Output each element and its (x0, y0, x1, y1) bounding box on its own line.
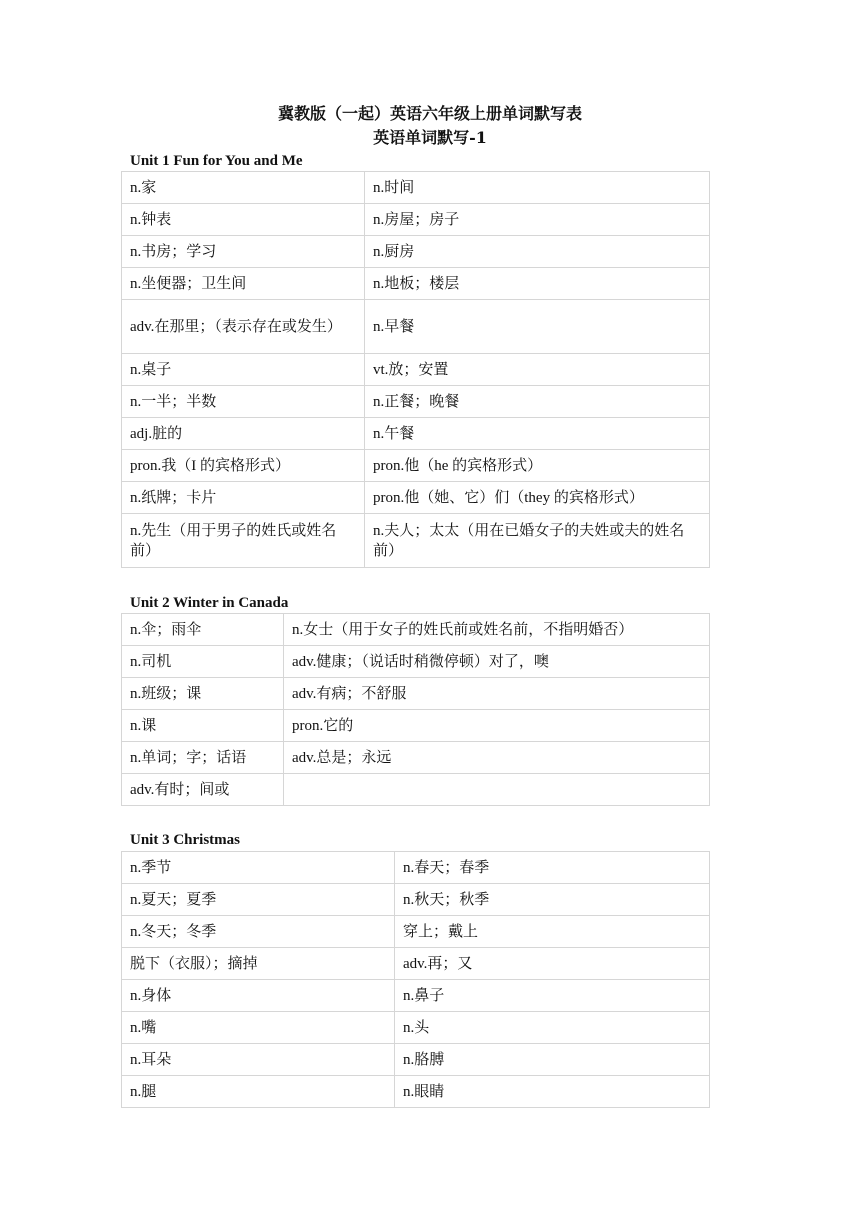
table-cell: n.桌子 (122, 354, 365, 386)
table-cell: n.课 (122, 710, 284, 742)
table-cell: n.夏天；夏季 (122, 884, 395, 916)
table-cell: 脱下（衣服）；摘掉 (122, 948, 395, 980)
table-cell: n.女士（用于女子的姓氏前或姓名前，不指明婚否） (284, 614, 710, 646)
unit-3-table (121, 851, 710, 1108)
table-cell: adj.脏的 (122, 418, 365, 450)
table-cell: pron.我（I 的宾格形式） (122, 450, 365, 482)
table-row (122, 1012, 710, 1044)
table-cell: n.胳膊 (395, 1044, 710, 1076)
table-cell: adv.总是；永远 (284, 742, 710, 774)
table-row (122, 774, 710, 806)
table-cell: n.地板；楼层 (365, 268, 710, 300)
table-row (122, 514, 710, 568)
table-row (122, 1044, 710, 1076)
table-row (122, 948, 710, 980)
table-row (122, 1076, 710, 1108)
table-row (122, 646, 710, 678)
unit-1-table (121, 171, 710, 568)
table-cell: n.腿 (122, 1076, 395, 1108)
table-cell: n.时间 (365, 172, 710, 204)
table-cell: pron.他（he 的宾格形式） (365, 450, 710, 482)
table-row (122, 268, 710, 300)
table-cell: n.司机 (122, 646, 284, 678)
table-row (122, 614, 710, 646)
table-row (122, 916, 710, 948)
table-row (122, 852, 710, 884)
table-cell: 穿上；戴上 (395, 916, 710, 948)
table-cell: n.头 (395, 1012, 710, 1044)
table-cell: adv.健康；（说话时稍微停顿）对了，噢 (284, 646, 710, 678)
table-cell: n.夫人；太太（用在已婚女子的夫姓或夫的姓名前） (365, 514, 710, 568)
table-row (122, 980, 710, 1012)
table-cell: n.厨房 (365, 236, 710, 268)
table-cell: n.眼睛 (395, 1076, 710, 1108)
table-cell: n.耳朵 (122, 1044, 395, 1076)
table-row (122, 386, 710, 418)
table-row (122, 450, 710, 482)
unit-2-heading: Unit 2 Winter in Canada (130, 595, 289, 611)
unit-1-heading: Unit 1 Fun for You and Me (130, 153, 303, 169)
table-cell: adv.再；又 (395, 948, 710, 980)
table-cell: n.身体 (122, 980, 395, 1012)
table-cell: n.冬天；冬季 (122, 916, 395, 948)
table-cell: n.家 (122, 172, 365, 204)
table-cell: n.季节 (122, 852, 395, 884)
table-row (122, 742, 710, 774)
table-cell: n.正餐；晚餐 (365, 386, 710, 418)
table-row (122, 204, 710, 236)
table-cell: n.书房；学习 (122, 236, 365, 268)
document-subtitle: 英语单词默写-1 (373, 128, 487, 147)
table-cell: n.先生（用于男子的姓氏或姓名前） (122, 514, 365, 568)
table-cell: n.嘴 (122, 1012, 395, 1044)
table-cell: adv.有时；间或 (122, 774, 284, 806)
table-cell: n.班级；课 (122, 678, 284, 710)
table-cell: n.秋天；秋季 (395, 884, 710, 916)
table-cell: n.房屋；房子 (365, 204, 710, 236)
table-cell (284, 774, 710, 806)
table-cell: pron.他（她、它）们（they 的宾格形式） (365, 482, 710, 514)
table-cell: n.午餐 (365, 418, 710, 450)
unit-3-heading: Unit 3 Christmas (130, 832, 241, 848)
table-row (122, 172, 710, 204)
table-cell: adv.有病；不舒服 (284, 678, 710, 710)
table-row (122, 300, 710, 354)
table-cell: n.单词；字；话语 (122, 742, 284, 774)
table-cell: n.钟表 (122, 204, 365, 236)
table-row (122, 482, 710, 514)
table-cell: n.一半；半数 (122, 386, 365, 418)
table-cell: vt.放；安置 (365, 354, 710, 386)
table-cell: n.坐便器；卫生间 (122, 268, 365, 300)
table-cell: n.纸牌；卡片 (122, 482, 365, 514)
table-row (122, 678, 710, 710)
table-row (122, 418, 710, 450)
table-cell: n.早餐 (365, 300, 710, 354)
table-cell: n.伞；雨伞 (122, 614, 284, 646)
table-row (122, 354, 710, 386)
table-cell: pron.它的 (284, 710, 710, 742)
unit-2-table (121, 613, 710, 806)
table-cell: adv.在那里；（表示存在或发生） (122, 300, 365, 354)
table-cell: n.鼻子 (395, 980, 710, 1012)
table-row (122, 710, 710, 742)
table-row (122, 884, 710, 916)
table-row (122, 236, 710, 268)
document-title: 冀教版（一起）英语六年级上册单词默写表 (277, 104, 582, 123)
table-cell: n.春天；春季 (395, 852, 710, 884)
